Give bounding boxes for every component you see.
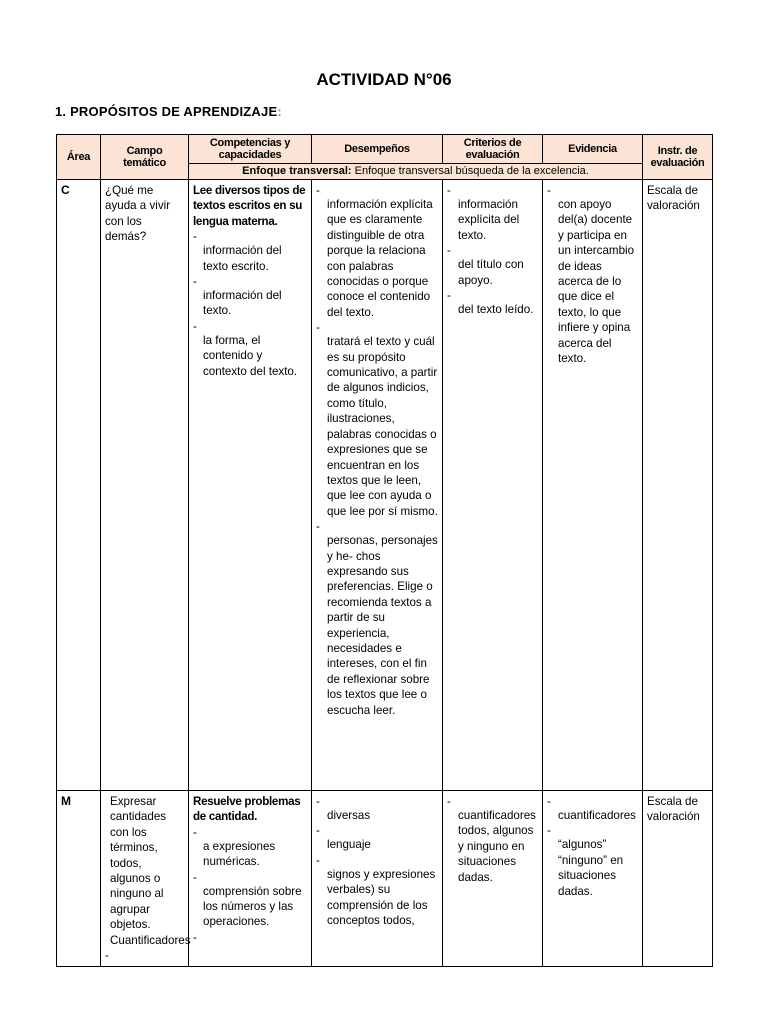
enfoque-label: Enfoque transversal:	[242, 165, 352, 177]
criterios-cell	[443, 180, 543, 791]
instr-cell: Escala de valoración	[643, 180, 713, 791]
section-colon: :	[277, 104, 282, 119]
list-dash: -	[193, 930, 197, 944]
evidence-item: “algunos” “ninguno” en situaciones dadas.	[558, 838, 624, 898]
header-campo: Campo temático	[101, 135, 189, 180]
page-title: ACTIVIDAD N°06	[316, 70, 452, 89]
instr-cell: Escala de valoración	[643, 791, 713, 967]
area-cell: M	[57, 791, 101, 967]
list-dash: -	[447, 184, 451, 197]
list-dash: -	[193, 870, 197, 884]
list-dash: -	[193, 319, 197, 333]
list-dash: -	[193, 275, 197, 289]
criterios-cell	[443, 791, 543, 967]
evidence-item: cuantificadores	[558, 809, 636, 822]
capacity-item: información del texto.	[203, 289, 282, 318]
performance-item: personas, personajes y he- chos expresando sus preferencias. Elige o recomienda textos a partir de su experiencia, necesidades e intereses, con el fin de reflexionar sobre los textos que lee o escucha leer.	[327, 534, 438, 717]
table-row	[57, 791, 713, 967]
desempenos-cell	[312, 791, 443, 967]
list-dash: -	[547, 184, 551, 197]
list-dash: -	[316, 520, 320, 534]
list-dash: -	[447, 244, 451, 258]
header-competencias: Competencias y capacidades	[189, 135, 312, 164]
list-dash: -	[193, 825, 197, 839]
competency-title: Lee diversos tipos de textos escritos en su lengua materna.	[193, 184, 306, 228]
capacity-item: a expresiones numéricas.	[203, 839, 276, 869]
competencias-cell	[189, 791, 312, 967]
evidence-text: con apoyo del(a) docente y participa en un intercambio de ideas acerca de lo que dice el texto, lo que infiere y opina acerca del texto.	[558, 198, 635, 366]
list-dash: -	[316, 321, 320, 335]
criterion-item: del texto leído.	[458, 303, 534, 317]
enfoque-cell	[189, 164, 643, 180]
evidencia-cell	[543, 791, 643, 967]
list-dash: -	[316, 824, 320, 838]
list-dash: -	[316, 795, 320, 808]
header-criterios: Criterios de evaluación	[443, 135, 543, 164]
performance-item: signos y expresiones verbales) su comprensión de los conceptos todos,	[327, 867, 436, 928]
criterion-item: información explícita del texto.	[458, 198, 520, 242]
section-label: PROPÓSITOS DE APRENDIZAJE	[70, 104, 278, 119]
capacity-item: información del texto escrito.	[203, 244, 282, 273]
capacity-item: comprensión sobre los números y las operaciones.	[203, 884, 302, 929]
list-dash: -	[105, 949, 109, 963]
table-row	[57, 180, 713, 791]
list-dash: -	[547, 795, 551, 808]
performance-item: diversas	[327, 809, 371, 822]
evidencia-cell	[543, 180, 643, 791]
section-heading	[55, 104, 282, 119]
header-desempenos: Desempeños	[312, 135, 443, 164]
list-dash: -	[316, 853, 320, 867]
list-dash: -	[447, 795, 451, 808]
header-row	[57, 135, 713, 164]
list-dash: -	[193, 230, 197, 244]
campo-text: Expresar cantidades con los términos, todos, algunos o ninguno al agrupar objetos. Cuantificadores	[110, 795, 191, 947]
competencias-cell	[189, 180, 312, 791]
header-evidencia: Evidencia	[543, 135, 643, 164]
capacity-item: la forma, el contenido y contexto del texto.	[203, 333, 298, 378]
list-dash: -	[447, 289, 451, 303]
competency-title: Resuelve problemas de cantidad.	[193, 795, 301, 824]
learning-purposes-table	[56, 134, 713, 967]
list-dash: -	[547, 824, 551, 838]
criterion-item: del título con apoyo.	[458, 258, 524, 287]
desempenos-cell	[312, 180, 443, 791]
performance-item: información explícita que es claramente distinguible de otra porque la relaciona con palabras conocidas o porque conoce el contenido del texto.	[327, 198, 433, 319]
enfoque-text: Enfoque transversal búsqueda de la excelencia.	[351, 165, 589, 177]
list-dash: -	[316, 184, 320, 197]
criterion-item: cuantificadores todos, algunos y ninguno en situaciones dadas.	[458, 809, 536, 884]
campo-cell	[101, 791, 189, 967]
performance-item: lenguaje	[327, 838, 371, 852]
area-cell: C	[57, 180, 101, 791]
performance-item: tratará el texto y cuál es su propósito comunicativo, a partir de algunos indicios, como título, ilustraciones, palabras conocidas o expresiones que se encuentran en los textos que le leen, que lee con ayuda o que lee por sí mismo.	[327, 335, 438, 518]
header-instr: Instr. de evaluación	[643, 135, 713, 180]
header-area: Área	[57, 135, 101, 180]
campo-cell: ¿Qué me ayuda a vivir con los demás?	[101, 180, 189, 791]
section-number: 1.	[55, 104, 71, 119]
